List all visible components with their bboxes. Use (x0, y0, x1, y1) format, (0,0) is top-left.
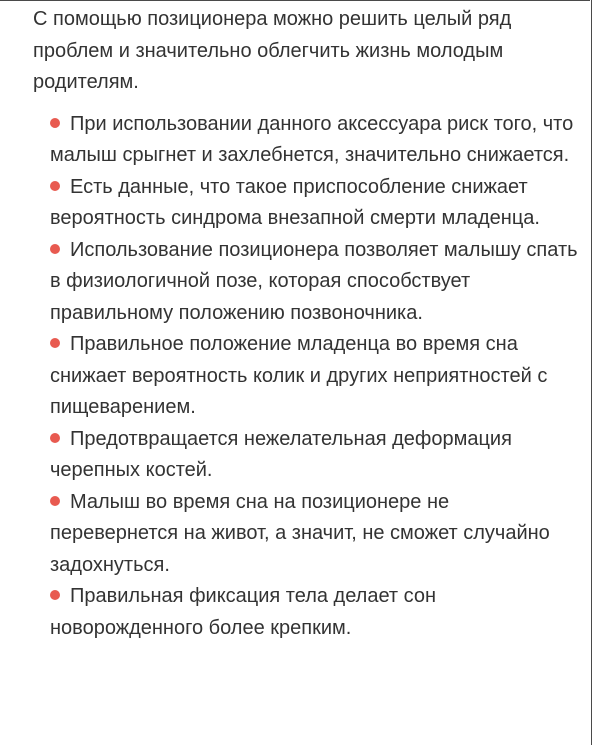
list-item-text: Малыш во время сна на позиционере не перевернется на живот, а значит, не сможет случайно задохнуться. (50, 490, 550, 576)
bullet-dot-icon (50, 433, 60, 443)
list-item-text: Есть данные, что такое приспособление снижает вероятность синдрома внезапной смерти младенца. (50, 175, 540, 229)
intro-paragraph: С помощью позиционера можно решить целый ряд проблем и значительно облегчить жизнь молодым родителям. (33, 8, 512, 93)
list-item (50, 109, 578, 172)
bullet-dot-icon (50, 244, 60, 254)
bullet-dot-icon (50, 496, 60, 506)
benefits-list (33, 109, 578, 645)
bullet-dot-icon (50, 118, 60, 128)
article-body (33, 4, 578, 644)
list-item (50, 424, 578, 487)
top-border-line (0, 0, 590, 1)
list-item (50, 235, 578, 330)
list-item-text: Правильное положение младенца во время сна снижает вероятность колик и других неприятностей с пищеварением. (50, 333, 548, 418)
list-item-text: Правильная фиксация тела делает сон новорожденного более крепким. (50, 585, 437, 639)
list-item-text: Использование позиционера позволяет малышу спать в физиологичной позе, которая способствует правильному положению позвоночника. (50, 238, 578, 324)
list-item-text: При использовании данного аксессуара риск того, что малыш срыгнет и захлебнется, значительно снижается. (50, 112, 574, 166)
list-item (50, 487, 578, 582)
bullet-dot-icon (50, 338, 60, 348)
right-border-line (591, 0, 592, 745)
bullet-dot-icon (50, 181, 60, 191)
list-item (50, 172, 578, 235)
bullet-dot-icon (50, 590, 60, 600)
list-item-text: Предотвращается нежелательная деформация черепных костей. (50, 427, 512, 481)
list-item (50, 581, 578, 644)
list-item (50, 329, 578, 424)
